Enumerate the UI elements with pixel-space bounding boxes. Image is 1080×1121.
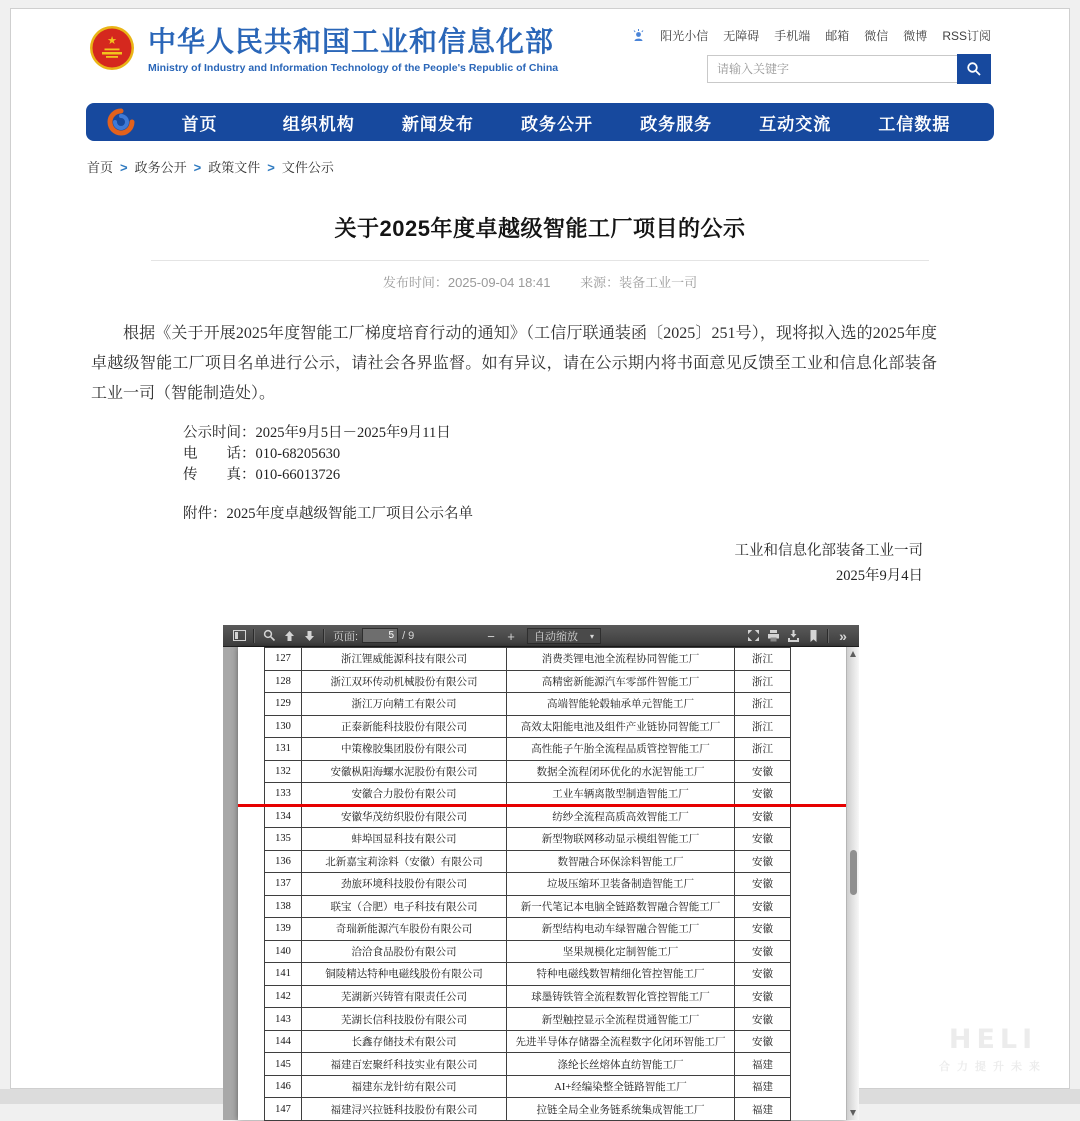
cell-company: 福建浔兴拉链科技股份有限公司 <box>302 1098 507 1121</box>
pdf-toolbar <box>223 625 859 647</box>
download-button[interactable] <box>783 628 803 644</box>
nav-item[interactable]: 新闻发布 <box>401 114 474 134</box>
cell-province: 安徽 <box>735 873 791 896</box>
more-tools-button[interactable]: » <box>839 627 847 644</box>
contact-line: 传 真：010-66013726 <box>183 467 341 483</box>
table-row <box>265 761 791 784</box>
cell-project: 新型结构电动车绿智融合智能工厂 <box>507 918 735 941</box>
cell-province: 福建 <box>735 1053 791 1076</box>
cell-province: 安徽 <box>735 963 791 986</box>
table-row <box>265 896 791 919</box>
pdf-table <box>264 647 791 1121</box>
cell-index: 129 <box>265 693 302 716</box>
cell-company: 浙江万向精工有限公司 <box>302 693 507 716</box>
topbar-link[interactable]: 无障碍 <box>723 29 760 43</box>
cell-index: 139 <box>265 918 302 941</box>
cell-company: 蚌埠国显科技有限公司 <box>302 828 507 851</box>
page-total: / 9 <box>402 629 415 642</box>
cell-index: 140 <box>265 941 302 964</box>
watermark-slogan: 合力提升未来 <box>939 1061 1047 1073</box>
cell-province: 浙江 <box>735 738 791 761</box>
cell-project: 数智融合环保涂料智能工厂 <box>507 851 735 874</box>
cell-province: 浙江 <box>735 716 791 739</box>
search-input[interactable] <box>707 55 957 83</box>
table-row <box>265 851 791 874</box>
zoom-out-button[interactable]: − <box>487 628 495 644</box>
table-row <box>265 963 791 986</box>
toolbar-separator <box>827 629 829 643</box>
main-nav <box>86 103 994 141</box>
table-row <box>265 918 791 941</box>
previous-page-button[interactable] <box>279 628 299 644</box>
cell-company: 芜湖新兴铸管有限责任公司 <box>302 986 507 1009</box>
cell-index: 134 <box>265 806 302 829</box>
zoom-in-button[interactable]: + <box>507 628 515 644</box>
cell-company: 洽洽食品股份有限公司 <box>302 941 507 964</box>
cell-province: 安徽 <box>735 1008 791 1031</box>
search-button[interactable] <box>957 54 991 84</box>
table-row <box>265 986 791 1009</box>
scrollbar-down-arrow[interactable] <box>850 1110 856 1116</box>
table-row <box>265 671 791 694</box>
cell-province: 浙江 <box>735 693 791 716</box>
nav-item[interactable]: 互动交流 <box>759 114 832 134</box>
cell-province: 安徽 <box>735 806 791 829</box>
breadcrumb-item[interactable]: 文件公示 <box>281 160 334 175</box>
search-bar <box>707 54 991 84</box>
cell-company: 中策橡胶集团股份有限公司 <box>302 738 507 761</box>
cell-index: 143 <box>265 1008 302 1031</box>
cell-index: 127 <box>265 648 302 671</box>
cell-project: 数据全流程闭环优化的水泥智能工厂 <box>507 761 735 784</box>
table-row <box>265 806 791 829</box>
cell-company: 联宝（合肥）电子科技有限公司 <box>302 896 507 919</box>
topbar-link[interactable]: RSS订阅 <box>942 29 991 43</box>
cell-index: 133 <box>265 783 302 806</box>
scrollbar-up-arrow[interactable] <box>850 651 856 657</box>
cell-project: 新型物联网移动显示模组智能工厂 <box>507 828 735 851</box>
bookmark-button[interactable] <box>803 628 823 644</box>
cell-province: 浙江 <box>735 648 791 671</box>
cell-province: 福建 <box>735 1076 791 1099</box>
cell-index: 137 <box>265 873 302 896</box>
signer: 工业和信息化部装备工业一司 <box>734 543 923 559</box>
contact-line: 电 话：010-68205630 <box>183 446 341 462</box>
print-button[interactable] <box>763 628 783 644</box>
cell-company: 浙江锂威能源科技有限公司 <box>302 648 507 671</box>
nav-item[interactable]: 政务服务 <box>640 114 713 134</box>
topbar-link[interactable]: 阳光小信 <box>660 29 709 43</box>
breadcrumb-item[interactable]: 政策文件 <box>208 160 261 175</box>
zoom-mode-label: 自动缩放 <box>533 631 578 643</box>
cell-province: 安徽 <box>735 896 791 919</box>
cell-index: 144 <box>265 1031 302 1054</box>
nav-items <box>140 110 974 135</box>
table-row <box>265 1076 791 1099</box>
search-icon <box>966 61 982 77</box>
table-row <box>265 1031 791 1054</box>
cell-project: 特种电磁线数智精细化管控智能工厂 <box>507 963 735 986</box>
cell-province: 安徽 <box>735 851 791 874</box>
cell-company: 福建东龙针纺有限公司 <box>302 1076 507 1099</box>
pdf-page <box>238 647 846 1120</box>
red-underline-row-133 <box>238 804 846 807</box>
cell-company: 劲旅环境科技股份有限公司 <box>302 873 507 896</box>
nav-item[interactable]: 首页 <box>181 114 218 134</box>
cell-province: 安徽 <box>735 941 791 964</box>
presentation-mode-button[interactable] <box>743 628 763 644</box>
breadcrumb-separator: > <box>193 160 202 175</box>
cell-index: 147 <box>265 1098 302 1121</box>
cell-project: 高端智能轮毂轴承单元智能工厂 <box>507 693 735 716</box>
breadcrumb-separator: > <box>267 160 275 175</box>
cell-index: 131 <box>265 738 302 761</box>
cell-project: 高精密新能源汽车零部件智能工厂 <box>507 671 735 694</box>
attachment-line: 附件：2025年度卓越级智能工厂项目公示名单 <box>183 506 473 522</box>
table-row <box>265 716 791 739</box>
heli-watermark <box>939 1024 1047 1074</box>
cell-project: 球墨铸铁管全流程数智化管控智能工厂 <box>507 986 735 1009</box>
table-row <box>265 738 791 761</box>
breadcrumb-item[interactable]: 政务公开 <box>134 160 187 175</box>
cell-project: 高性能子午胎全流程品质管控智能工厂 <box>507 738 735 761</box>
sidebar-toggle-button[interactable] <box>229 628 249 644</box>
nav-item[interactable]: 组织机构 <box>282 114 355 134</box>
national-emblem-icon <box>89 25 135 71</box>
print-icon <box>767 630 780 642</box>
cell-company: 奇瑞新能源汽车股份有限公司 <box>302 918 507 941</box>
cell-province: 福建 <box>735 1098 791 1121</box>
topbar-link[interactable]: 手机端 <box>774 29 811 43</box>
table-row <box>265 783 791 806</box>
breadcrumb-separator: > <box>120 160 128 175</box>
cell-company: 福建百宏聚纤科技实业有限公司 <box>302 1053 507 1076</box>
cell-company: 长鑫存储技术有限公司 <box>302 1031 507 1054</box>
dropdown-caret-icon: ▾ <box>589 631 595 641</box>
breadcrumb <box>87 157 1069 176</box>
cell-index: 145 <box>265 1053 302 1076</box>
svg-text:★: ★ <box>107 35 117 47</box>
page-number-input[interactable] <box>362 628 398 643</box>
cell-index: 136 <box>265 851 302 874</box>
cell-province: 安徽 <box>735 761 791 784</box>
site-title-cn: 中华人民共和国工业和信息化部 <box>148 26 555 57</box>
table-row <box>265 941 791 964</box>
cell-project: 先进半导体存储器全流程数字化闭环智能工厂 <box>507 1031 735 1054</box>
cell-project: AI+经编染整全链路智能工厂 <box>507 1076 735 1099</box>
scrollbar-thumb[interactable] <box>850 850 857 895</box>
arrow-up-icon <box>283 630 296 642</box>
cell-province: 浙江 <box>735 671 791 694</box>
site-header <box>11 9 1069 101</box>
download-icon <box>787 630 800 642</box>
table-row <box>265 693 791 716</box>
topbar-link[interactable]: 微博 <box>903 29 928 43</box>
fullscreen-icon <box>747 629 760 642</box>
pdf-content-area <box>223 647 859 1120</box>
signature-block <box>11 539 923 589</box>
nav-item[interactable]: 政务公开 <box>520 114 593 134</box>
cell-province: 安徽 <box>735 918 791 941</box>
publish-time: 发布时间：2025-09-04 18:41 <box>382 275 551 290</box>
cell-company: 浙江双环传动机械股份有限公司 <box>302 671 507 694</box>
cell-company: 芜湖长信科技股份有限公司 <box>302 1008 507 1031</box>
cell-index: 135 <box>265 828 302 851</box>
breadcrumb-item[interactable]: 首页 <box>87 160 114 175</box>
source: 来源：装备工业一司 <box>580 275 698 290</box>
table-row <box>265 1053 791 1076</box>
arrow-down-icon <box>303 630 316 642</box>
cell-index: 141 <box>265 963 302 986</box>
toolbar-separator <box>323 629 325 643</box>
sidebar-toggle-icon <box>233 630 246 641</box>
site-branding <box>89 22 558 93</box>
contact-line: 公示时间：2025年9月5日－2025年9月11日 <box>183 425 451 441</box>
site-title-en: Ministry of Industry and Information Technology of the People's Republic of China <box>148 62 559 74</box>
miit-logo-icon <box>106 107 136 137</box>
bookmark-icon <box>807 630 820 642</box>
cell-index: 130 <box>265 716 302 739</box>
zoom-mode-select[interactable] <box>527 628 601 644</box>
watermark-title: HELI <box>948 1024 1038 1055</box>
article-contact-lines <box>183 423 1069 486</box>
article-title: 关于2025年度卓越级智能工厂项目的公示 <box>334 216 746 241</box>
toolbar-separator <box>253 629 255 643</box>
topbar-link[interactable]: 微信 <box>864 29 889 43</box>
nav-item[interactable]: 工信数据 <box>878 114 951 134</box>
title-divider <box>151 260 929 261</box>
cell-project: 高效太阳能电池及组件产业链协同智能工厂 <box>507 716 735 739</box>
cell-company: 安徽华茂纺织股份有限公司 <box>302 806 507 829</box>
cell-project: 纺纱全流程高质高效智能工厂 <box>507 806 735 829</box>
table-row <box>265 873 791 896</box>
topbar-link[interactable]: 邮箱 <box>825 29 850 43</box>
cell-project: 涤纶长丝熔体直纺智能工厂 <box>507 1053 735 1076</box>
cell-company: 安徽合力股份有限公司 <box>302 783 507 806</box>
sign-date: 2025年9月4日 <box>836 568 923 584</box>
find-icon <box>263 629 276 642</box>
page-label: 页面: <box>333 630 359 643</box>
find-button[interactable] <box>259 628 279 644</box>
cell-company: 北新嘉宝莉涂料（安徽）有限公司 <box>302 851 507 874</box>
cell-project: 坚果规模化定制智能工厂 <box>507 941 735 964</box>
cell-province: 安徽 <box>735 986 791 1009</box>
article-meta <box>11 272 1069 291</box>
cell-company: 铜陵精达特种电磁线股份有限公司 <box>302 963 507 986</box>
pdf-viewer <box>223 625 859 1120</box>
page-card <box>10 8 1070 1116</box>
cell-index: 142 <box>265 986 302 1009</box>
cell-project: 工业车辆离散型制造智能工厂 <box>507 783 735 806</box>
next-page-button[interactable] <box>299 628 319 644</box>
article-paragraph: 根据《关于开展2025年度智能工厂梯度培育行动的通知》（工信厅联通装函〔2025〕251号），现将拟入选的2025年度卓越级智能工厂项目名单进行公示，请社会各界监督。如有异议，请在公示期内将书面意见反馈至工业和信息化部装备工业一司（智能制造处）。 <box>91 325 937 402</box>
cell-project: 拉链全局全业务链系统集成智能工厂 <box>507 1098 735 1121</box>
table-row <box>265 648 791 671</box>
sunshine-assistant-icon <box>632 29 645 42</box>
cell-index: 132 <box>265 761 302 784</box>
cell-province: 安徽 <box>735 828 791 851</box>
cell-index: 146 <box>265 1076 302 1099</box>
cell-company: 正泰新能科技股份有限公司 <box>302 716 507 739</box>
cell-project: 垃圾压缩环卫装备制造智能工厂 <box>507 873 735 896</box>
topbar-links <box>632 27 991 44</box>
cell-index: 138 <box>265 896 302 919</box>
cell-company: 安徽枞阳海螺水泥股份有限公司 <box>302 761 507 784</box>
table-row <box>265 1098 791 1121</box>
cell-index: 128 <box>265 671 302 694</box>
cell-province: 安徽 <box>735 1031 791 1054</box>
cell-province: 安徽 <box>735 783 791 806</box>
table-row <box>265 828 791 851</box>
cell-project: 消费类锂电池全流程协同智能工厂 <box>507 648 735 671</box>
table-row <box>265 1008 791 1031</box>
pdf-scrollbar[interactable] <box>846 647 859 1120</box>
cell-project: 新一代笔记本电脑全链路数智融合智能工厂 <box>507 896 735 919</box>
cell-project: 新型触控显示全流程贯通智能工厂 <box>507 1008 735 1031</box>
